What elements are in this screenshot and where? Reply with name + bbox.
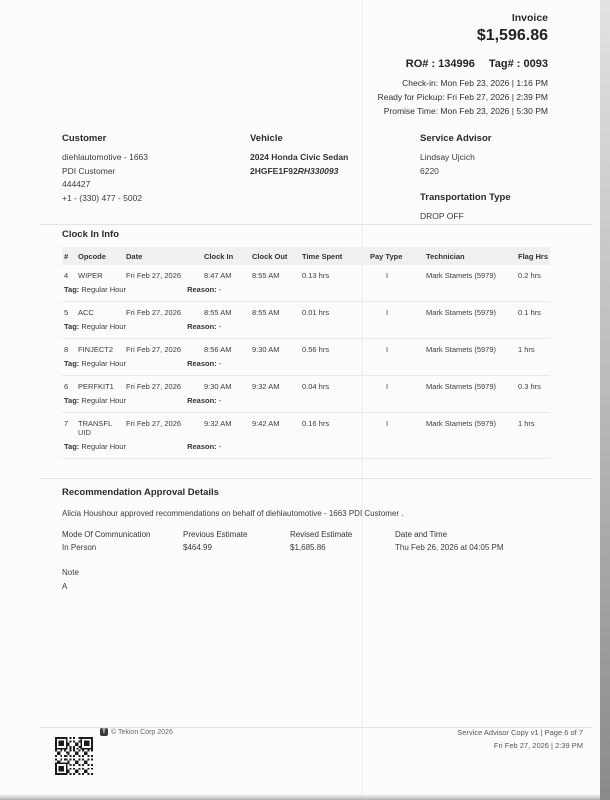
row-tag: Tag: Regular Hour bbox=[64, 322, 126, 331]
row-clock-in: 9:30 AM bbox=[204, 382, 232, 391]
row-tag: Tag: Regular Hour bbox=[64, 442, 126, 451]
row-date: Fri Feb 27, 2026 bbox=[126, 308, 182, 317]
row-num: 7 bbox=[64, 419, 69, 428]
clock-in-row bbox=[62, 302, 550, 323]
row-clock-out: 9:32 AM bbox=[252, 382, 280, 391]
check-in-time: Check-in: Mon Feb 23, 2026 | 1:16 PM bbox=[402, 78, 548, 88]
row-num: 5 bbox=[64, 308, 69, 317]
row-tag: Tag: Regular Hour bbox=[64, 396, 126, 405]
clock-in-tag-row bbox=[62, 442, 550, 459]
row-date: Fri Feb 27, 2026 bbox=[126, 271, 182, 280]
previous-estimate: Previous Estimate $464.99 bbox=[183, 530, 248, 552]
row-technician: Mark Stamets (5979) bbox=[426, 308, 497, 317]
clock-in-tag-row bbox=[62, 285, 550, 302]
invoice-meta bbox=[378, 76, 548, 118]
clock-in-tag-row bbox=[62, 322, 550, 339]
row-clock-out: 8:55 AM bbox=[252, 308, 280, 317]
row-time-spent: 0.01 hrs bbox=[302, 308, 330, 317]
recommendation-note bbox=[62, 566, 550, 594]
clock-in-row bbox=[62, 339, 550, 360]
note-label: Note bbox=[62, 568, 79, 577]
clock-in-row bbox=[62, 376, 550, 397]
transportation-type-title: Transportation Type bbox=[420, 192, 511, 203]
recommendation-title: Recommendation Approval Details bbox=[62, 487, 219, 498]
transportation-type-value: DROP OFF bbox=[420, 211, 464, 221]
revised-estimate: Revised Estimate $1,685.86 bbox=[290, 530, 353, 552]
row-time-spent: 0.13 hrs bbox=[302, 271, 330, 280]
clock-in-row bbox=[62, 413, 550, 443]
row-date: Fri Feb 27, 2026 bbox=[126, 419, 182, 428]
clock-in-section bbox=[62, 229, 550, 459]
row-num: 6 bbox=[64, 382, 69, 391]
row-reason: Reason: - bbox=[187, 359, 222, 368]
row-clock-in: 8:47 AM bbox=[204, 271, 232, 280]
row-time-spent: 0.04 hrs bbox=[302, 382, 330, 391]
ro-number: RO# : 134996 bbox=[405, 58, 475, 70]
tekion-logo-icon: T bbox=[100, 728, 108, 736]
customer-name-line1: diehlautomotive - 1663 bbox=[62, 152, 149, 162]
col-flag-hrs: Flag Hrs bbox=[518, 252, 549, 261]
tag-number: Tag# : 0093 bbox=[488, 58, 548, 70]
row-technician: Mark Stamets (5979) bbox=[426, 382, 497, 391]
row-num: 4 bbox=[64, 271, 69, 280]
row-date: Fri Feb 27, 2026 bbox=[126, 382, 182, 391]
clock-in-table bbox=[62, 247, 550, 459]
row-clock-out: 8:55 AM bbox=[252, 271, 280, 280]
row-clock-in: 8:55 AM bbox=[204, 308, 232, 317]
ready-for-pickup-time: Ready for Pickup: Fri Feb 27, 2026 | 2:39 PM bbox=[377, 92, 548, 102]
row-reason: Reason: - bbox=[187, 442, 222, 451]
col-technician: Technician bbox=[426, 252, 465, 261]
row-clock-out: 9:30 AM bbox=[252, 345, 280, 354]
row-clock-in: 8:56 AM bbox=[204, 345, 232, 354]
service-advisor-block bbox=[420, 133, 548, 224]
col-clock-in: Clock In bbox=[204, 252, 234, 261]
approval-date-time: Date and Time Thu Feb 26, 2026 at 04:05 PM bbox=[395, 530, 504, 552]
row-reason: Reason: - bbox=[187, 285, 222, 294]
scan-edge-right bbox=[600, 0, 610, 800]
customer-block bbox=[62, 133, 250, 224]
scan-edge-bottom bbox=[0, 794, 600, 800]
col-opcode: Opcode bbox=[78, 252, 106, 261]
row-pay-type: I bbox=[386, 382, 389, 391]
clock-in-row bbox=[62, 265, 550, 285]
row-tag: Tag: Regular Hour bbox=[64, 359, 126, 368]
section-divider bbox=[40, 224, 592, 225]
row-pay-type: I bbox=[386, 271, 389, 280]
service-advisor-number: 6220 bbox=[420, 165, 439, 176]
row-pay-type: I bbox=[386, 345, 389, 354]
row-opcode: WIPER bbox=[78, 271, 103, 280]
copy-version-page: Service Advisor Copy v1 | Page 6 of 7 bbox=[457, 728, 583, 737]
col-date: Date bbox=[126, 252, 143, 261]
clock-in-tag-row bbox=[62, 359, 550, 376]
col-time-spent: Time Spent bbox=[302, 252, 343, 261]
row-time-spent: 0.16 hrs bbox=[302, 419, 330, 428]
row-opcode: PERFKIT1 bbox=[78, 382, 114, 391]
printed-timestamp: Fri Feb 27, 2026 | 2:39 PM bbox=[493, 741, 583, 750]
customer-title: Customer bbox=[62, 133, 107, 144]
row-reason: Reason: - bbox=[187, 322, 222, 331]
customer-number: 444427 bbox=[62, 179, 91, 189]
row-pay-type: I bbox=[386, 419, 389, 428]
row-flag-hrs: 0.3 hrs bbox=[518, 382, 541, 391]
recommendation-section bbox=[62, 487, 550, 594]
col-clock-out: Clock Out bbox=[252, 252, 288, 261]
row-clock-out: 9:42 AM bbox=[252, 419, 280, 428]
parties-section bbox=[62, 133, 548, 224]
row-technician: Mark Stamets (5979) bbox=[426, 271, 497, 280]
row-technician: Mark Stamets (5979) bbox=[426, 419, 497, 428]
row-flag-hrs: 0.1 hrs bbox=[518, 308, 541, 317]
promise-time: Promise Time: Mon Feb 23, 2026 | 5:30 PM bbox=[383, 106, 548, 116]
invoice-label: Invoice bbox=[511, 12, 548, 24]
row-flag-hrs: 0.2 hrs bbox=[518, 271, 541, 280]
section-divider bbox=[40, 478, 592, 479]
clock-in-header-row bbox=[62, 247, 550, 265]
customer-name-line2: PDI Customer bbox=[62, 165, 116, 176]
note-value: A bbox=[62, 582, 68, 591]
recommendation-fields bbox=[62, 530, 550, 552]
row-reason: Reason: - bbox=[187, 396, 222, 405]
row-opcode: TRANSFLUID bbox=[78, 419, 113, 437]
row-date: Fri Feb 27, 2026 bbox=[126, 345, 182, 354]
row-tag: Tag: Regular Hour bbox=[64, 285, 126, 294]
vehicle-title: Vehicle bbox=[250, 133, 283, 144]
col-num: # bbox=[64, 252, 69, 261]
row-num: 8 bbox=[64, 345, 69, 354]
mode-of-communication: Mode Of Communication In Person bbox=[62, 530, 151, 552]
service-advisor-name: Lindsay Ujcich bbox=[420, 152, 475, 162]
row-opcode: FINJECT2 bbox=[78, 345, 114, 354]
customer-phone: +1 - (330) 477 - 5002 bbox=[62, 192, 143, 203]
ro-tag-line bbox=[378, 58, 548, 70]
vehicle-vin: 2HGFE1F92RH330093 bbox=[250, 165, 339, 176]
row-technician: Mark Stamets (5979) bbox=[426, 345, 497, 354]
vehicle-model: 2024 Honda Civic Sedan bbox=[250, 152, 349, 162]
clock-in-title: Clock In Info bbox=[62, 229, 119, 240]
col-pay-type: Pay Type bbox=[370, 252, 403, 261]
row-time-spent: 0.56 hrs bbox=[302, 345, 330, 354]
invoice-header bbox=[378, 12, 548, 118]
copyright-text: © Tekion Corp 2026 bbox=[111, 728, 173, 736]
row-clock-in: 9:32 AM bbox=[204, 419, 232, 428]
clock-in-tag-row bbox=[62, 396, 550, 413]
qr-code bbox=[55, 737, 93, 775]
invoice-total: $1,596.86 bbox=[476, 27, 548, 44]
row-flag-hrs: 1 hrs bbox=[518, 419, 535, 428]
row-flag-hrs: 1 hrs bbox=[518, 345, 535, 354]
tekion-branding bbox=[100, 728, 173, 736]
footer-page-info bbox=[457, 726, 583, 752]
row-opcode: ACC bbox=[78, 308, 94, 317]
recommendation-description: Alicia Houshour approved recommendations on behalf of diehlautomotive - 1663 PDI Customer . bbox=[62, 509, 404, 518]
service-advisor-title: Service Advisor bbox=[420, 133, 492, 144]
row-pay-type: I bbox=[386, 308, 389, 317]
vehicle-block bbox=[250, 133, 420, 224]
